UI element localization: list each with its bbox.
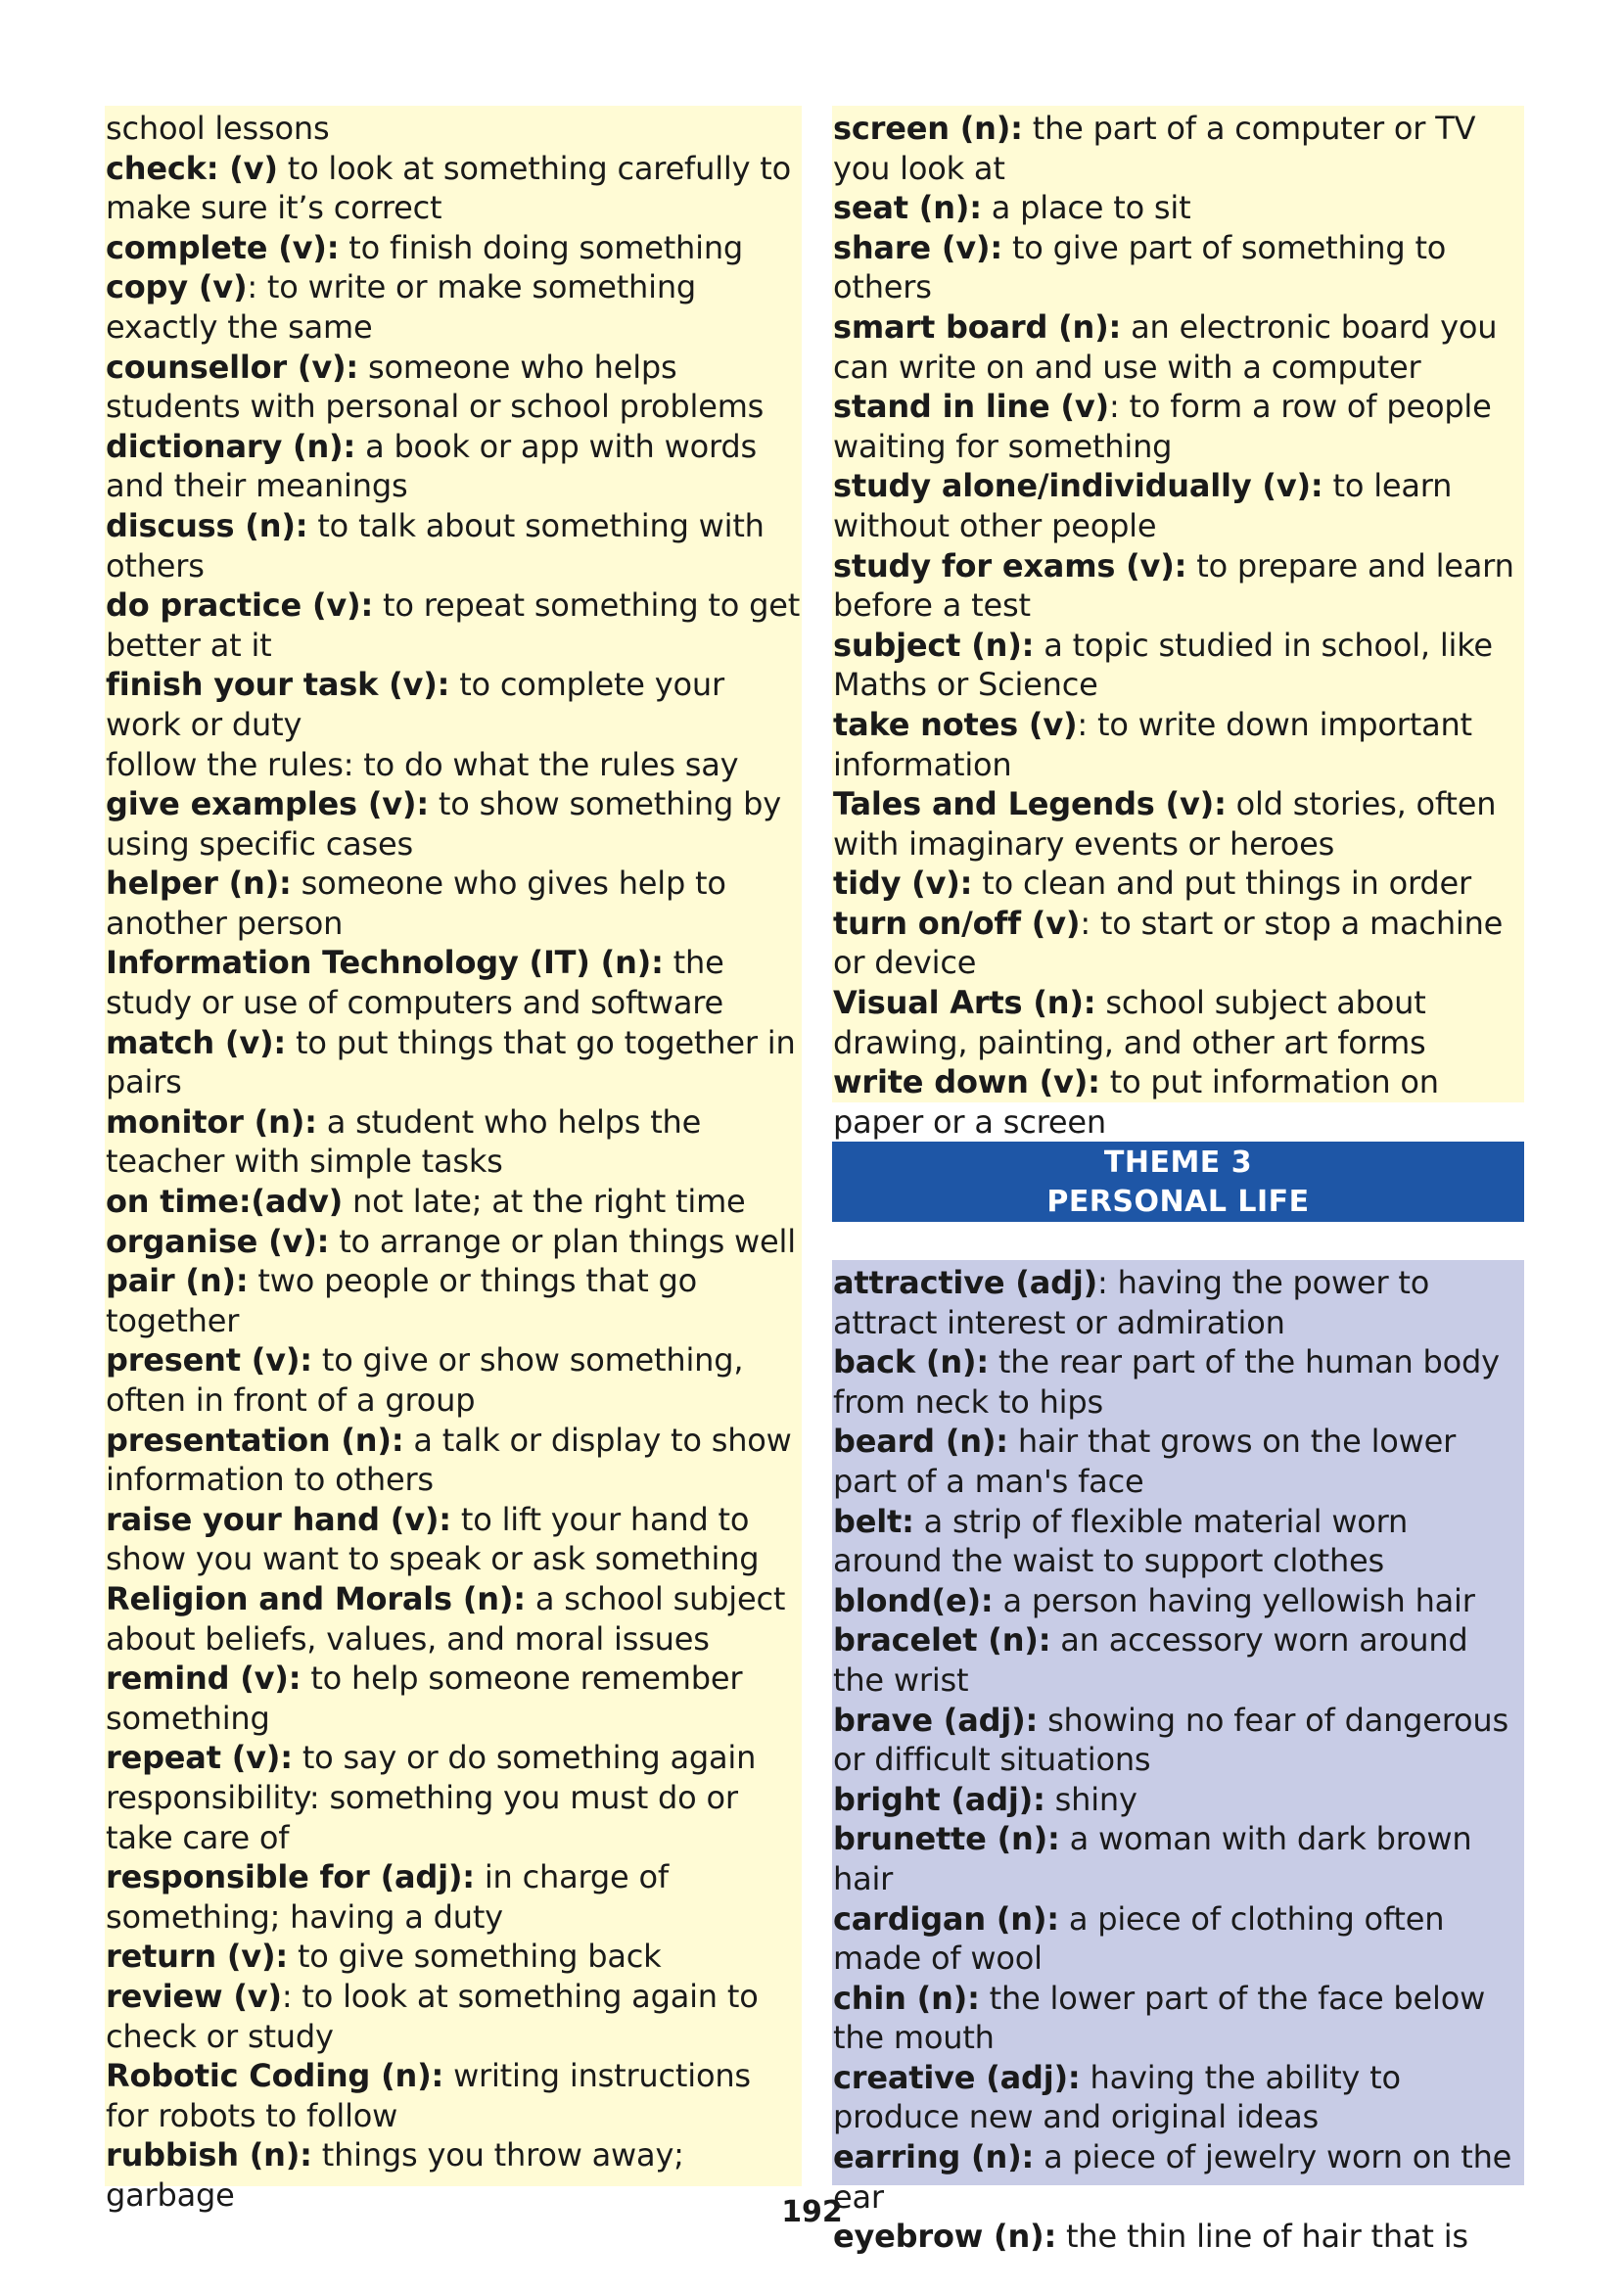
glossary-definition: someone who gives help to another person [106, 865, 726, 942]
glossary-entry [833, 864, 1524, 904]
glossary-term: Tales and Legends (v): [833, 785, 1227, 823]
glossary-entry [106, 864, 802, 943]
glossary-definition: the rear part of the human body from neck to hips [833, 1343, 1500, 1421]
glossary-entry [106, 1421, 802, 1500]
glossary-definition: hair that grows on the lower part of a man's face [833, 1423, 1457, 1500]
glossary-entry [106, 784, 802, 864]
glossary-definition: to repeat something to get better at it [106, 586, 801, 664]
glossary-definition: to give something back [287, 1938, 662, 1976]
glossary-term: attractive (adj) [833, 1264, 1098, 1301]
glossary-definition: to lift your hand to show you want to speak or ask something [106, 1500, 760, 1578]
glossary-term: Religion and Morals (n): [106, 1579, 526, 1617]
glossary-term: brunette (n): [833, 1820, 1060, 1858]
glossary-term: dictionary (n): [106, 427, 356, 465]
glossary-term: pair (n): [106, 1262, 249, 1300]
glossary-entry [106, 1778, 802, 1857]
glossary-entry [833, 188, 1524, 228]
glossary-entry [833, 1263, 1524, 1342]
glossary-entry [833, 1062, 1524, 1142]
glossary-column-right-top [832, 106, 1524, 1141]
glossary-entry [833, 784, 1524, 864]
glossary-entry [833, 983, 1524, 1062]
glossary-term: rubbish (n): [106, 2136, 312, 2174]
glossary-entry [106, 109, 802, 149]
glossary-definition: two people or things that go together [106, 1262, 698, 1339]
glossary-definition: writing instructions for robots to follow [106, 2057, 751, 2134]
glossary-definition: things you throw away; garbage [106, 2136, 684, 2214]
glossary-term: do practice (v): [106, 586, 374, 625]
glossary-entry [833, 1780, 1524, 1820]
glossary-definition: : to start or stop a machine or device [833, 904, 1504, 982]
glossary-term: creative (adj): [833, 2058, 1081, 2096]
glossary-term: complete (v): [106, 228, 340, 266]
glossary-entry [106, 1102, 802, 1182]
glossary-definition: : to form a row of people waiting for something [833, 388, 1492, 465]
glossary-term: finish your task (v): [106, 666, 450, 704]
glossary-definition: to prepare and learn before a test [833, 546, 1514, 625]
glossary-definition: the part of a computer or TV you look at [833, 110, 1476, 187]
glossary-term: Information Technology (IT) (n): [106, 944, 664, 982]
glossary-entry [106, 585, 802, 665]
glossary-entry [106, 1738, 802, 1778]
glossary-entry [833, 1899, 1524, 1979]
glossary-definition: old stories, often with imaginary events or heroes [833, 785, 1497, 863]
glossary-term: presentation (n): [106, 1421, 404, 1459]
glossary-term: beard (n): [833, 1423, 1008, 1461]
glossary-definition: responsibility: something you must do or take care of [106, 1778, 738, 1856]
glossary-definition: to finish doing something [339, 228, 744, 266]
glossary-definition: : to write or make something exactly the same [106, 268, 697, 346]
glossary-entry [106, 1579, 802, 1659]
glossary-entry [833, 307, 1524, 387]
glossary-entry [106, 1222, 802, 1262]
glossary-term: chin (n): [833, 1979, 980, 2017]
glossary-term: give examples (v): [106, 785, 429, 823]
glossary-definition: to give part of something to others [833, 228, 1447, 306]
glossary-entry [106, 348, 802, 427]
glossary-definition: school subject about drawing, painting, and other art forms [833, 984, 1426, 1061]
glossary-term: blond(e): [833, 1581, 994, 1619]
glossary-term: turn on/off (v) [833, 904, 1081, 942]
glossary-definition: to learn without other people [833, 467, 1453, 544]
glossary-term: check: (v) [106, 149, 278, 187]
glossary-term: copy (v) [106, 268, 248, 306]
glossary-term: study alone/individually (v): [833, 467, 1323, 505]
glossary-definition: to give or show something, often in front of a group [106, 1341, 744, 1419]
glossary-entry [833, 2058, 1524, 2137]
glossary-term: remind (v): [106, 1660, 302, 1698]
glossary-term: review (v) [106, 1977, 282, 2015]
glossary-term: return (v): [106, 1938, 288, 1976]
glossary-entry [833, 387, 1524, 466]
glossary-term: seat (n): [833, 189, 982, 227]
glossary-definition: to talk about something with others [106, 506, 765, 584]
glossary-term: subject (n): [833, 626, 1035, 664]
glossary-term: responsible for (adj): [106, 1858, 475, 1896]
glossary-term: bracelet (n): [833, 1621, 1051, 1660]
glossary-term: take notes (v) [833, 705, 1078, 743]
glossary-term: on time:(adv) [106, 1183, 344, 1221]
glossary-entry [106, 1500, 802, 1579]
glossary-entry [106, 267, 802, 347]
glossary-entry [833, 904, 1524, 983]
glossary-column-left [105, 106, 802, 2214]
glossary-entry [106, 1261, 802, 1340]
glossary-definition: in charge of something; having a duty [106, 1858, 669, 1936]
glossary-entry [833, 1422, 1524, 1501]
glossary-term: counsellor (v): [106, 348, 359, 386]
glossary-entry [833, 1701, 1524, 1780]
glossary-entry [833, 705, 1524, 784]
glossary-term: stand in line (v) [833, 388, 1109, 426]
theme-header [832, 1142, 1524, 1222]
glossary-term: monitor (n): [106, 1102, 317, 1141]
glossary-definition: a book or app with words and their meanings [106, 427, 757, 505]
glossary-term: study for exams (v): [833, 546, 1187, 584]
glossary-term: organise (v): [106, 1222, 330, 1260]
glossary-entry [106, 1182, 802, 1222]
glossary-definition: : having the power to attract interest or admiration [833, 1264, 1430, 1341]
glossary-entry [833, 1979, 1524, 2058]
glossary-definition: to say or do something again [292, 1739, 757, 1777]
glossary-definition: not late; at the right time [343, 1183, 746, 1221]
glossary-definition: a piece of clothing often made of wool [833, 1899, 1445, 1978]
glossary-term: repeat (v): [106, 1739, 293, 1777]
glossary-entry [833, 466, 1524, 545]
glossary-entry [833, 1819, 1524, 1898]
glossary-entry [106, 1977, 802, 2056]
glossary-term: bright (adj): [833, 1780, 1045, 1818]
glossary-definition: to show something by using specific cases [106, 785, 781, 863]
glossary-term: screen (n): [833, 110, 1023, 147]
glossary-term: raise your hand (v): [106, 1500, 451, 1538]
glossary-entry [833, 1581, 1524, 1621]
glossary-entry [106, 665, 802, 744]
glossary-definition: the thin line of hair that is [1056, 2218, 1468, 2256]
glossary-entry [106, 427, 802, 506]
glossary-entry [833, 546, 1524, 626]
glossary-definition: someone who helps students with personal or school problems [106, 348, 765, 426]
page-number: 192 [781, 2195, 843, 2229]
glossary-entry [106, 2056, 802, 2135]
glossary-entry [106, 1340, 802, 1420]
glossary-entry [106, 1659, 802, 1738]
glossary-definition: to put information on paper or a screen [833, 1063, 1439, 1141]
glossary-entry [106, 943, 802, 1022]
glossary-term: share (v): [833, 228, 1002, 266]
glossary-entry [106, 228, 802, 268]
glossary-entry [106, 745, 802, 785]
glossary-definition: follow the rules: to do what the rules say [106, 745, 739, 783]
glossary-entry [106, 1857, 802, 1937]
glossary-definition: having the ability to produce new and original ideas [833, 2058, 1401, 2136]
glossary-entry [833, 228, 1524, 307]
glossary-definition: a strip of flexible material worn around the waist to support clothes [833, 1502, 1409, 1580]
glossary-entry [833, 1342, 1524, 1422]
glossary-definition: an electronic board you can write on and use with a computer [833, 307, 1498, 386]
glossary-term: present (v): [106, 1341, 312, 1379]
glossary-definition: the study or use of computers and software [106, 944, 724, 1022]
glossary-term: Robotic Coding (n): [106, 2057, 444, 2095]
glossary-definition: to clean and put things in order [972, 865, 1471, 903]
theme-number: THEME 3 [1103, 1146, 1253, 1180]
glossary-definition: shiny [1044, 1780, 1137, 1818]
glossary-term: helper (n): [106, 865, 292, 903]
glossary-term: earring (n): [833, 2138, 1035, 2176]
glossary-definition: : to look at something again to check or study [106, 1977, 759, 2055]
glossary-definition: to help someone remember something [106, 1660, 743, 1737]
glossary-term: write down (v): [833, 1063, 1100, 1101]
glossary-entry [106, 1023, 802, 1102]
theme-title: PERSONAL LIFE [1046, 1185, 1310, 1219]
glossary-definition: a person having yellowish hair [993, 1581, 1475, 1619]
glossary-entry [833, 1502, 1524, 1581]
glossary-definition: to arrange or plan things well [329, 1222, 796, 1260]
glossary-definition: a place to sit [981, 189, 1191, 227]
glossary-term: back (n): [833, 1343, 989, 1381]
glossary-term: match (v): [106, 1023, 287, 1061]
glossary-term: Visual Arts (n): [833, 984, 1096, 1022]
glossary-definition: showing no fear of dangerous or difficult situations [833, 1701, 1508, 1779]
glossary-entry [833, 1620, 1524, 1700]
glossary-definition: a talk or display to show information to others [106, 1421, 792, 1499]
glossary-definition: a student who helps the teacher with simple tasks [106, 1102, 702, 1181]
glossary-definition: the lower part of the face below the mouth [833, 1979, 1486, 2057]
glossary-term: smart board (n): [833, 307, 1122, 346]
glossary-entry [106, 1937, 802, 1977]
glossary-definition: an accessory worn around the wrist [833, 1621, 1468, 1699]
glossary-term: belt: [833, 1502, 914, 1540]
glossary-definition: a school subject about beliefs, values, and moral issues [106, 1579, 786, 1658]
glossary-definition: to look at something carefully to make sure it’s correct [106, 149, 792, 227]
glossary-entry [106, 506, 802, 585]
glossary-column-right-bottom [832, 1260, 1524, 2256]
glossary-definition: school lessons [106, 110, 330, 147]
glossary-entry [833, 109, 1524, 188]
glossary-term: tidy (v): [833, 865, 973, 903]
glossary-definition: : to write down important information [833, 705, 1472, 783]
glossary-definition: a piece of jewelry worn on the ear [833, 2138, 1512, 2216]
glossary-term: brave (adj): [833, 1701, 1039, 1739]
glossary-term: cardigan (n): [833, 1899, 1059, 1938]
glossary-definition: to put things that go together in pairs [106, 1023, 796, 1101]
glossary-term: eyebrow (n): [833, 2218, 1057, 2256]
glossary-definition: a woman with dark brown hair [833, 1820, 1472, 1897]
glossary-definition: to complete your work or duty [106, 666, 724, 743]
glossary-definition: a topic studied in school, like Maths or Science [833, 626, 1493, 704]
glossary-term: discuss (n): [106, 506, 308, 544]
glossary-entry [833, 626, 1524, 705]
glossary-entry [106, 149, 802, 228]
